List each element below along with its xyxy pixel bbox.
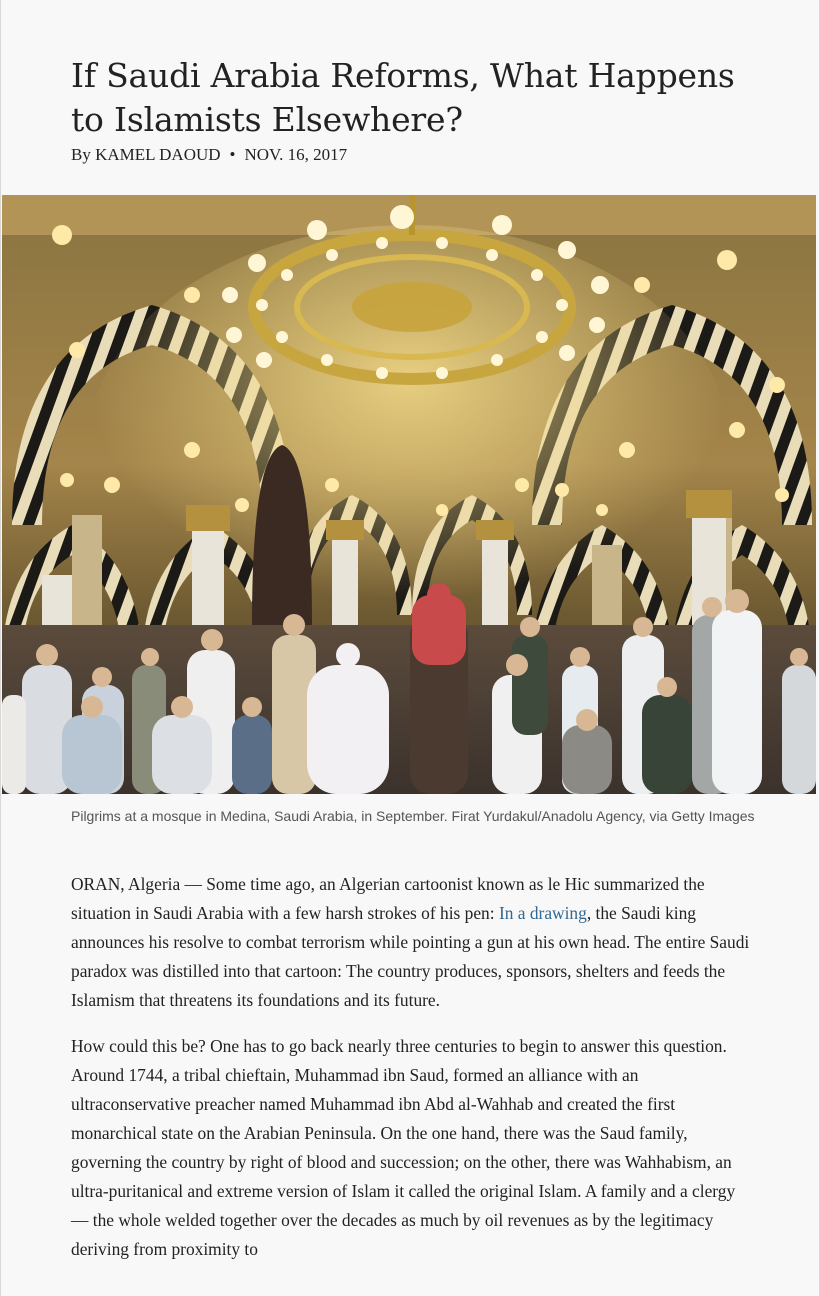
article-hero-image: [2, 195, 816, 794]
article-paragraph: [71, 870, 751, 1015]
image-caption: Pilgrims at a mosque in Medina, Saudi Arabia, in September. Firat Yurdakul/Anadolu Agency, via Getty Images: [71, 808, 755, 824]
byline-separator: •: [229, 145, 236, 164]
mosque-interior-illustration: [2, 195, 816, 794]
paragraph-text: ORAN, Algeria — Some time ago, an Algerian cartoonist known as le Hic summarized the situation in Saudi Arabia with a few harsh strokes of his pen:: [71, 874, 705, 923]
byline-date: NOV. 16, 2017: [244, 145, 348, 164]
article-body: [71, 870, 751, 1281]
paragraph-text: , the Saudi king announces his resolve to combat terrorism while pointing a gun at his own head. The entire Saudi paradox was distilled into that cartoon: The country produces, sponsors, shelters and feeds the Islamism that threatens its foundations and its future.: [71, 903, 750, 1010]
article-paragraph: How could this be? One has to go back nearly three centuries to begin to answer this question. Around 1744, a tribal chieftain, Muhammad ibn Saud, formed an alliance with an ultraconservative preacher named Muhammad ibn Abd al-Wahhab and created the first monarchical state on the Arabian Peninsula. On the one hand, there was the Saud family, governing the country by right of blood and succession; on the other, there was Wahhabism, an ultra-puritanical and extreme version of Islam it called the original Islam. A family and a clergy — the whole welded together over the decades as much by oil revenues as by the legitimacy deriving from proximity to: [71, 1036, 736, 1259]
byline-prefix: By: [71, 145, 91, 164]
article-byline: [71, 144, 347, 166]
byline-author: KAMEL DAOUD: [95, 145, 221, 164]
in-a-drawing-link[interactable]: In a drawing: [498, 903, 587, 923]
article-headline: If Saudi Arabia Reforms, What Happens to Islamists Elsewhere?: [71, 56, 735, 139]
